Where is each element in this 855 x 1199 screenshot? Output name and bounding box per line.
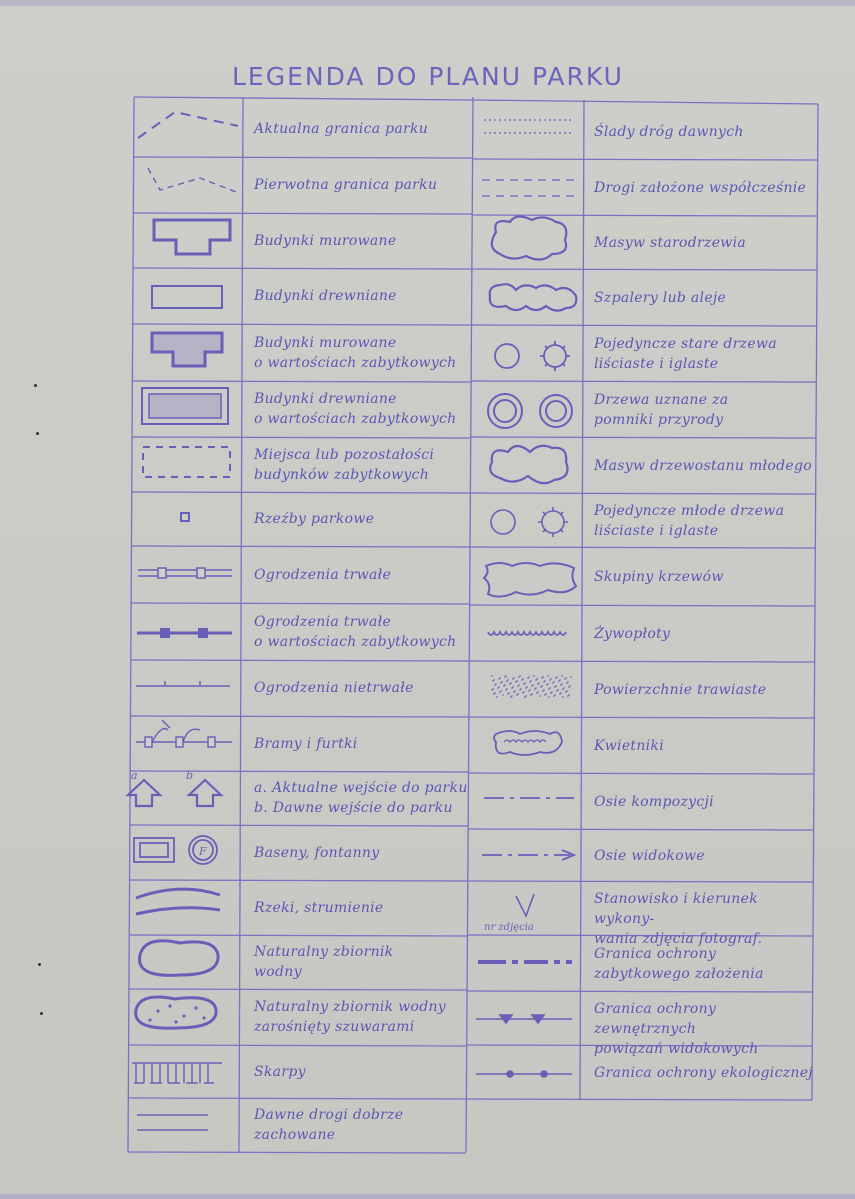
right-legend-label-11: Powierzchnie trawiaste <box>594 682 767 698</box>
permanent-fence-icon <box>138 568 232 578</box>
historic-wooden-building-icon <box>142 388 228 424</box>
single-old-trees-icon <box>495 341 570 371</box>
old-road-traces-icon <box>484 120 574 133</box>
entrance-mark-a: a <box>131 769 138 782</box>
hedge-icon <box>488 632 566 635</box>
young-tree-stand-icon <box>490 446 567 483</box>
single-young-trees-icon <box>491 507 568 537</box>
page-title: LEGENDA DO PLANU PARKU <box>232 62 624 91</box>
river-icon <box>136 889 220 914</box>
entrance-mark-b: b <box>186 769 194 782</box>
right-legend-label-4: Szpalery lub aleje <box>594 290 727 306</box>
modern-road-icon <box>482 180 574 196</box>
fountain-mark: F <box>199 845 207 858</box>
right-legend-label-15: Stanowisko i kierunek wykony- wania zdjęcia fotograf. <box>594 891 763 947</box>
view-axis-icon <box>482 850 574 860</box>
left-legend-label-7: Miejsca lub pozostałości budynków zabytkowych <box>254 446 435 483</box>
left-legend-label-4: Budynki drewniane <box>254 288 397 304</box>
left-legend-label-17: Naturalny zbiornik wodny zarośnięty szuwarami <box>254 999 446 1035</box>
speck <box>36 432 39 435</box>
brick-building-icon <box>154 220 230 254</box>
left-legend-label-10: Ogrodzenia trwałe o wartościach zabytkowych <box>254 613 457 650</box>
historic-fence-icon <box>137 629 232 637</box>
view-protection-boundary-icon <box>476 1015 572 1023</box>
gate-icon <box>136 720 232 747</box>
entrance-arrows-icon <box>128 780 221 806</box>
right-legend-label-17: Granica ochrony zewnętrznych powiązań widokowych <box>594 1001 759 1057</box>
old-tree-stand-icon <box>492 216 566 259</box>
left-legend-label-14: Baseny, fontanny <box>254 844 380 861</box>
right-legend-label-7: Masyw drzewostanu młodego <box>594 458 812 474</box>
speck <box>34 384 37 387</box>
historic-brick-building-icon <box>152 333 222 366</box>
escarpment-icon <box>132 1063 222 1083</box>
left-legend-label-2: Pierwotna granica parku <box>254 177 438 193</box>
sculpture-icon <box>181 513 189 521</box>
left-legend-label-6: Budynki drewniane o wartościach zabytkowych <box>254 391 457 427</box>
right-legend-label-16: Granica ochrony zabytkowego założenia <box>594 946 764 982</box>
left-legend-label-1: Aktualna granica parku <box>254 120 429 137</box>
left-legend-label-18: Skarpy <box>254 1063 306 1080</box>
building-remains-icon <box>143 447 230 477</box>
tree-row-icon <box>490 284 577 310</box>
right-legend-label-2: Drogi założone współcześnie <box>594 180 807 196</box>
old-road-icon <box>137 1115 208 1130</box>
left-legend-label-16: Naturalny zbiornik wodny <box>254 944 394 980</box>
photo-point-icon <box>516 894 534 916</box>
left-legend-label-3: Budynki murowane <box>254 232 397 249</box>
original-boundary-icon <box>148 168 236 192</box>
monument-trees-icon <box>488 394 572 428</box>
right-legend-label-5: Pojedyncze stare drzewa liściaste i iglaste <box>594 336 777 372</box>
left-legend-label-9: Ogrodzenia trwałe <box>254 566 392 583</box>
left-legend-label-8: Rzeźby parkowe <box>254 511 375 527</box>
left-legend-label-12: Bramy i furtki <box>254 735 358 752</box>
temporary-fence-icon <box>136 681 230 686</box>
photo-mark: nr zdjęcia <box>484 922 534 933</box>
wooden-building-icon <box>152 286 222 308</box>
right-legend-label-18: Granica ochrony ekologicznej <box>594 1065 813 1081</box>
left-legend-label-13: a. Aktualne wejście do parku b. Dawne wejście do parku <box>254 780 468 816</box>
grass-area-icon <box>491 675 572 698</box>
right-legend-label-9: Skupiny krzewów <box>594 569 724 585</box>
flowerbed-icon <box>494 731 562 755</box>
right-legend-label-10: Żywopłoty <box>594 626 671 642</box>
right-legend-label-6: Drzewa uznane za pomniki przyrody <box>594 392 729 428</box>
shrub-group-icon <box>484 563 576 597</box>
right-legend-label-3: Masyw starodrzewia <box>594 235 747 251</box>
speck <box>38 963 41 966</box>
speck <box>40 1012 43 1015</box>
right-legend-label-13: Osie kompozycji <box>594 794 714 810</box>
dashed-boundary-icon <box>138 112 238 138</box>
right-legend-label-1: Ślady dróg dawnych <box>594 124 744 140</box>
left-legend-label-11: Ogrodzenia nietrwałe <box>254 680 414 696</box>
left-legend-label-19: Dawne drogi dobrze zachowane <box>254 1107 404 1143</box>
right-legend-label-8: Pojedyncze młode drzewa liściaste i iglaste <box>594 503 785 539</box>
pond-icon <box>140 941 219 976</box>
right-legend-label-14: Osie widokowe <box>594 848 705 864</box>
right-legend-label-12: Kwietniki <box>594 738 664 754</box>
ecological-protection-boundary-icon <box>476 1071 572 1077</box>
left-legend-label-5: Budynki murowane o wartościach zabytkowych <box>254 334 457 371</box>
left-legend-label-15: Rzeki, strumienie <box>254 899 384 916</box>
